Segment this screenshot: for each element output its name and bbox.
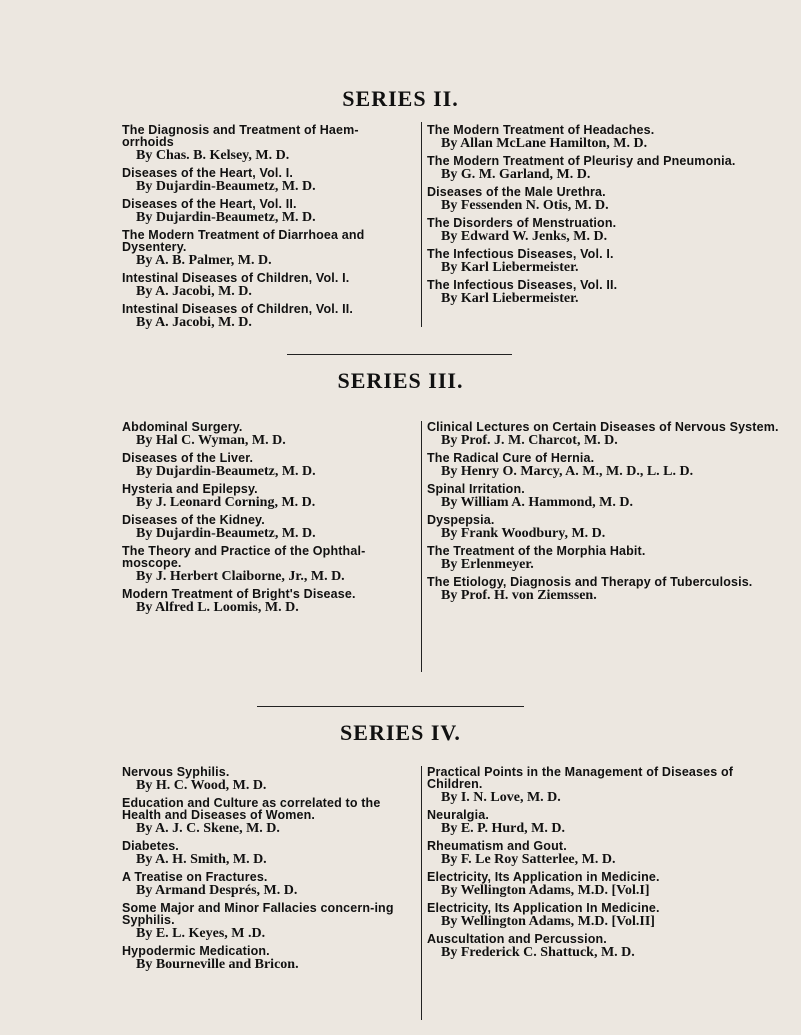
book-title: The Modern Treatment of Headaches. <box>427 123 655 137</box>
book-entry <box>122 483 407 510</box>
book-author: By Frederick C. Shattuck, M. D. <box>441 945 635 960</box>
book-author: By Prof. H. von Ziemssen. <box>441 588 597 603</box>
book-author: By A. Jacobi, M. D. <box>136 284 252 299</box>
book-title: The Disorders of Menstruation. <box>427 216 617 230</box>
section-separator-rule <box>257 706 524 707</box>
book-author: By A. Jacobi, M. D. <box>136 315 252 330</box>
book-entry <box>427 279 781 306</box>
book-entry <box>122 766 407 793</box>
book-author: By Wellington Adams, M.D. [Vol.II] <box>441 914 655 929</box>
book-title: Some Major and Minor Fallacies concern-ing Syphilis. <box>122 901 394 927</box>
book-entry <box>122 198 407 225</box>
book-author: By Hal C. Wyman, M. D. <box>136 433 286 448</box>
book-title: Electricity, Its Application in Medicine. <box>427 870 660 884</box>
series-2-columns <box>0 124 801 334</box>
book-entry <box>427 124 781 151</box>
book-title: Rheumatism and Gout. <box>427 839 567 853</box>
book-author: By H. C. Wood, M. D. <box>136 778 267 793</box>
book-author: By Henry O. Marcy, A. M., M. D., L. L. D. <box>441 464 694 479</box>
book-title: Diabetes. <box>122 839 179 853</box>
book-entry <box>427 483 781 510</box>
book-entry <box>122 452 407 479</box>
series-3-right-column <box>413 421 801 619</box>
book-entry <box>427 217 781 244</box>
book-author: By Dujardin-Beaumetz, M. D. <box>136 464 316 479</box>
book-author: By Dujardin-Beaumetz, M. D. <box>136 210 316 225</box>
series-4-columns <box>0 766 801 976</box>
book-author: By I. N. Love, M. D. <box>441 790 561 805</box>
book-entry <box>122 945 407 972</box>
book-entry <box>427 421 781 448</box>
book-title: Modern Treatment of Bright's Disease. <box>122 587 356 601</box>
book-entry <box>427 186 781 213</box>
series-3-section <box>0 368 801 394</box>
book-author: By Wellington Adams, M.D. [Vol.I] <box>441 883 650 898</box>
book-entry <box>427 452 781 479</box>
book-title: The Modern Treatment of Diarrhoea and Dysentery. <box>122 228 365 254</box>
book-title: Electricity, Its Application In Medicine. <box>427 901 660 915</box>
book-author: By A. J. C. Skene, M. D. <box>136 821 280 836</box>
book-title: The Diagnosis and Treatment of Haem-orrhoids <box>122 123 359 149</box>
book-entry <box>427 576 781 603</box>
section-separator-rule <box>287 354 512 355</box>
book-title: Education and Culture as correlated to the Health and Diseases of Women. <box>122 796 381 822</box>
book-author: By Armand Després, M. D. <box>136 883 298 898</box>
book-title: The Treatment of the Morphia Habit. <box>427 544 646 558</box>
series-3-columns <box>0 421 801 619</box>
book-entry <box>122 902 407 941</box>
book-title: The Radical Cure of Hernia. <box>427 451 595 465</box>
book-author: By G. M. Garland, M. D. <box>441 167 591 182</box>
book-author: By E. P. Hurd, M. D. <box>441 821 565 836</box>
book-entry <box>122 303 407 330</box>
book-author: By J. Leonard Corning, M. D. <box>136 495 316 510</box>
series-4-section <box>0 720 801 746</box>
series-2-left-column <box>0 124 413 334</box>
series-2-column-divider <box>421 122 422 327</box>
book-author: By A. H. Smith, M. D. <box>136 852 267 867</box>
book-title: Clinical Lectures on Certain Diseases of Nervous System. <box>427 420 779 434</box>
book-title: Hypodermic Medication. <box>122 944 270 958</box>
book-entry <box>427 248 781 275</box>
series-2-right-column <box>413 124 801 334</box>
book-author: By Karl Liebermeister. <box>441 291 579 306</box>
book-title: Spinal Irritation. <box>427 482 525 496</box>
book-title: Dyspepsia. <box>427 513 495 527</box>
book-entry <box>122 167 407 194</box>
book-title: Hysteria and Epilepsy. <box>122 482 258 496</box>
book-title: Diseases of the Kidney. <box>122 513 265 527</box>
book-entry <box>122 871 407 898</box>
book-entry <box>427 809 781 836</box>
book-title: The Infectious Diseases, Vol. II. <box>427 278 618 292</box>
book-author: By Dujardin-Beaumetz, M. D. <box>136 179 316 194</box>
series-3-heading: SERIES III. <box>337 368 464 393</box>
book-title: The Etiology, Diagnosis and Therapy of Tuberculosis. <box>427 575 753 589</box>
book-title: The Theory and Practice of the Ophthal-moscope. <box>122 544 366 570</box>
series-2-heading: SERIES II. <box>342 86 459 111</box>
book-author: By Frank Woodbury, M. D. <box>441 526 606 541</box>
book-author: By Fessenden N. Otis, M. D. <box>441 198 609 213</box>
book-author: By Alfred L. Loomis, M. D. <box>136 600 299 615</box>
series-3-column-divider <box>421 421 422 672</box>
series-4-column-divider <box>421 766 422 1020</box>
book-title: Abdominal Surgery. <box>122 420 243 434</box>
book-title: Diseases of the Male Urethra. <box>427 185 606 199</box>
book-title: Practical Points in the Management of Diseases of Children. <box>427 765 734 791</box>
book-author: By F. Le Roy Satterlee, M. D. <box>441 852 616 867</box>
book-title: The Modern Treatment of Pleurisy and Pneumonia. <box>427 154 736 168</box>
book-author: By Bourneville and Bricon. <box>136 957 299 972</box>
book-title: Intestinal Diseases of Children, Vol. I. <box>122 271 350 285</box>
book-author: By Karl Liebermeister. <box>441 260 579 275</box>
book-entry <box>122 272 407 299</box>
book-author: By E. L. Keyes, M .D. <box>136 926 266 941</box>
book-entry <box>427 545 781 572</box>
book-author: By A. B. Palmer, M. D. <box>136 253 272 268</box>
book-title: Intestinal Diseases of Children, Vol. II. <box>122 302 353 316</box>
book-entry <box>122 588 407 615</box>
book-title: Diseases of the Liver. <box>122 451 254 465</box>
book-entry <box>122 545 407 584</box>
book-entry <box>427 840 781 867</box>
book-entry <box>122 229 407 268</box>
book-entry <box>427 155 781 182</box>
book-entry <box>122 421 407 448</box>
series-4-right-column <box>413 766 801 976</box>
book-author: By Erlenmeyer. <box>441 557 534 572</box>
book-entry <box>427 902 781 929</box>
series-4-heading: SERIES IV. <box>340 720 461 745</box>
series-2-section <box>0 86 801 112</box>
book-author: By J. Herbert Claiborne, Jr., M. D. <box>136 569 345 584</box>
book-author: By Chas. B. Kelsey, M. D. <box>136 148 290 163</box>
book-title: Diseases of the Heart, Vol. II. <box>122 197 297 211</box>
book-title: Nervous Syphilis. <box>122 765 230 779</box>
book-entry <box>122 797 407 836</box>
book-entry <box>122 840 407 867</box>
book-entry <box>427 514 781 541</box>
book-entry <box>427 766 781 805</box>
series-3-left-column <box>0 421 413 619</box>
book-author: By William A. Hammond, M. D. <box>441 495 634 510</box>
book-entry <box>122 514 407 541</box>
book-author: By Edward W. Jenks, M. D. <box>441 229 608 244</box>
book-title: Neuralgia. <box>427 808 489 822</box>
book-author: By Prof. J. M. Charcot, M. D. <box>441 433 618 448</box>
book-entry <box>427 933 781 960</box>
book-author: By Allan McLane Hamilton, M. D. <box>441 136 648 151</box>
book-author: By Dujardin-Beaumetz, M. D. <box>136 526 316 541</box>
book-entry <box>122 124 407 163</box>
book-title: Auscultation and Percussion. <box>427 932 607 946</box>
book-title: The Infectious Diseases, Vol. I. <box>427 247 614 261</box>
book-entry <box>427 871 781 898</box>
series-4-left-column <box>0 766 413 976</box>
book-title: A Treatise on Fractures. <box>122 870 268 884</box>
book-title: Diseases of the Heart, Vol. I. <box>122 166 293 180</box>
